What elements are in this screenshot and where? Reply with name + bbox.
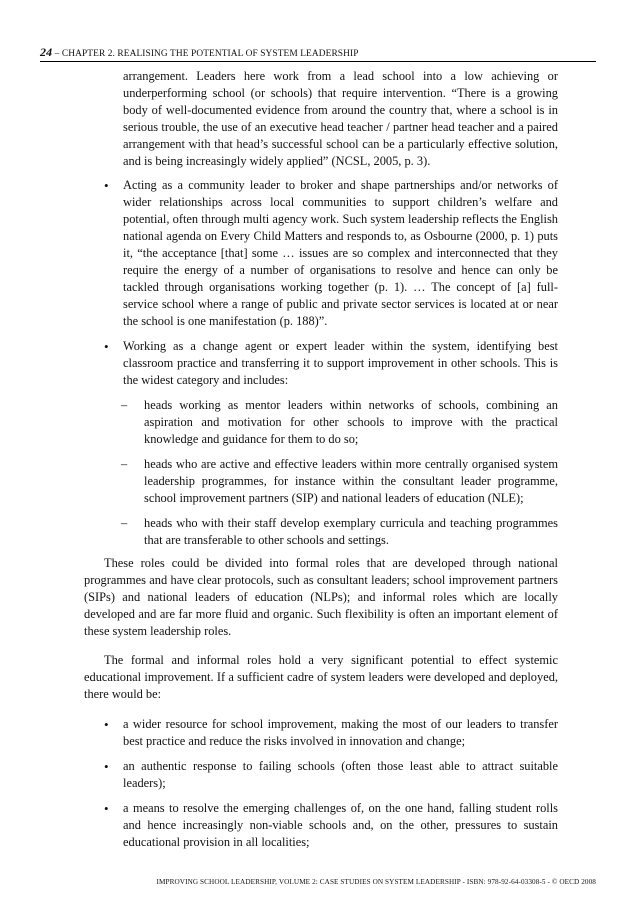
bullet-item [104,758,558,792]
dash-item [121,515,558,549]
bullet-text: an authentic response to failing schools (often those least able to attract suitable leaders); [123,758,558,790]
body-paragraph: These roles could be divided into formal roles that are developed through national programmes and have clear protocols, such as consultant leaders; school improvement partners (SIPs) and national leaders of education (NLPs); and informal roles which are locally developed and are far more fluid and organic. Such flexibility is often an important element of these system leadership roles. [84,556,558,638]
bullet-text: a wider resource for school improvement, making the most of our leaders to transfer best practice and reduce the risks involved in innovation and change; [123,716,558,748]
header-rule [40,61,596,62]
continuation-paragraph: arrangement. Leaders here work from a lead school into a low achieving or underperforming school (or schools) that require intervention. “There is a growing body of well-documented evidence from around the country that, where a school is in serious trouble, the use of an executive head teacher / partner head teacher and a paired arrangement with that head’s successful school can be a particularly effective solution, and is being increasingly widely applied” (NCSL, 2005, p. 3). [123,69,558,168]
dash-item [121,456,558,507]
dash-marker: – [121,398,128,412]
bullet-marker: • [104,800,109,816]
page-number: 24 [40,45,53,59]
dash-text: heads who with their staff develop exemplary curricula and teaching programmes that are transferable to other schools and settings. [144,516,558,547]
bullet-marker: • [104,758,109,774]
bullet-item [104,177,558,330]
dash-text: heads who are active and effective leaders within more centrally organised system leadership programmes, for instance within the consultant leader programme, school improvement partners (SIP) and national leaders of education (NLE); [144,457,558,505]
bullet-text: Acting as a community leader to broker and shape partnerships and/or networks of wider relationships across local communities to support children’s welfare and potential, often through multi agency work. Such system leadership reflects the English national agenda on Every Child Matters and responds to, as Osbourne (2000, p. 1) puts it, “the acceptance [that] some … issues are so complex and interconnected that they require the energy of a number of organisations to resolve and hence can only be tackled through organisations working together (p. 1). … The concept of [a] full-service school where a range of public and private sector services is located at or near the school is one manifestation (p. 188)”. [123,178,558,328]
bullet-marker: • [104,716,109,732]
dash-marker: – [121,516,128,530]
bullet-item [104,338,558,389]
page-body [84,68,558,851]
bullet-text: Working as a change agent or expert leader within the system, identifying best classroom practice and transferring it to support improvement in other schools. This is the widest category and includes: [123,339,558,387]
running-header [40,45,596,60]
dash-item [121,397,558,448]
dash-marker: – [121,457,128,471]
chapter-title: – CHAPTER 2. REALISING THE POTENTIAL OF SYSTEM LEADERSHIP [52,49,359,59]
bullet-item [104,800,558,851]
body-paragraph: The formal and informal roles hold a very significant potential to effect systemic educational improvement. If a sufficient cadre of system leaders were developed and deployed, there would be: [84,653,558,702]
bullet-marker: • [104,178,109,193]
bullet-text: a means to resolve the emerging challenges of, on the one hand, falling student rolls and hence increasingly non-viable schools and, on the other, pressures to sustain educational provision in all localities; [123,800,558,849]
dash-text: heads working as mentor leaders within networks of schools, combining an aspiration and motivation for other schools to improve with the practical knowledge and guidance for them to do so; [144,398,558,446]
bullet-marker: • [104,339,109,354]
running-footer: IMPROVING SCHOOL LEADERSHIP, VOLUME 2: CASE STUDIES ON SYSTEM LEADERSHIP - ISBN: 978-92-64-03308-5 - © OECD 2008 [156,878,596,886]
bullet-item [104,716,558,750]
